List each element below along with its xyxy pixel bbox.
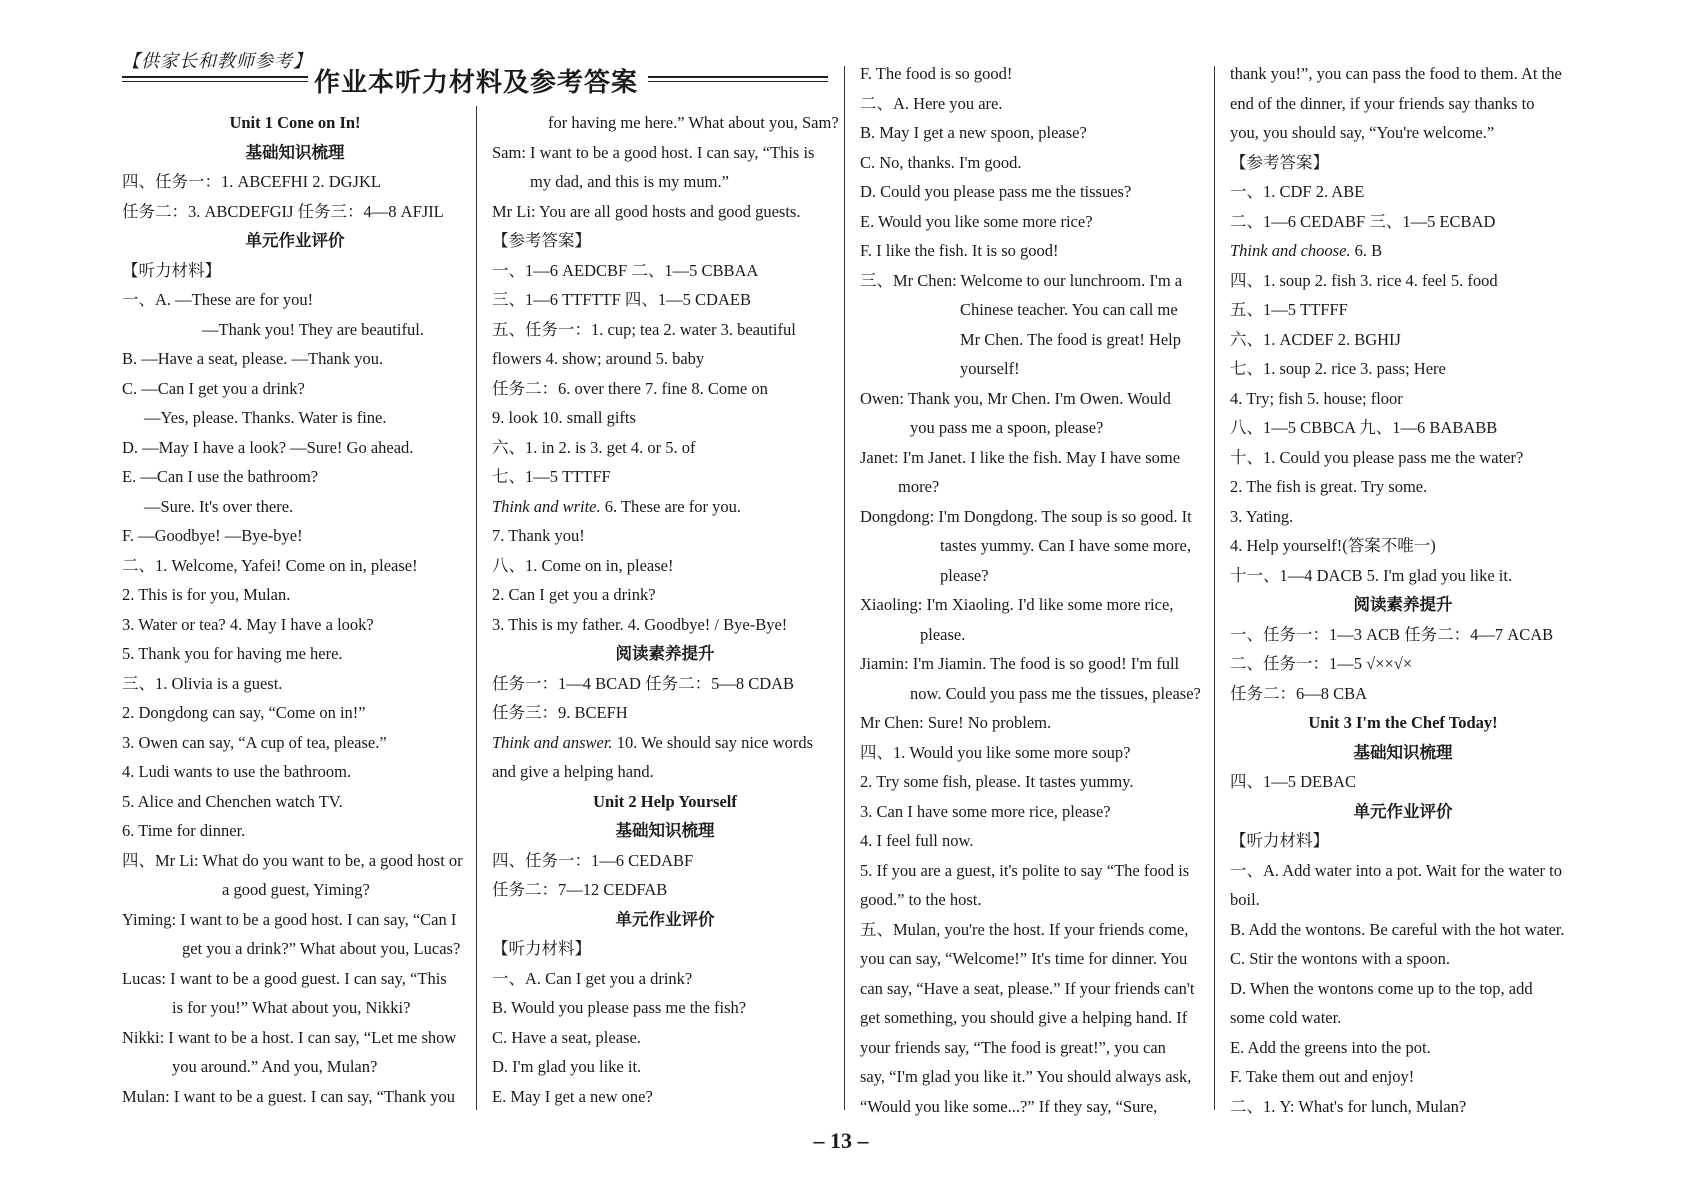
- text-line: some cold water.: [1230, 1008, 1342, 1027]
- answer-line: 3. Yating.: [1230, 506, 1294, 526]
- text-line: 三、1. Olivia is a guest.: [122, 673, 283, 693]
- text-line: 五、Mulan, you're the host. If your friends come,: [860, 919, 1189, 939]
- text-line: get you a drink?” What about you, Lucas?: [182, 939, 461, 958]
- answer-line: 7. Thank you!: [492, 526, 585, 545]
- answer-text: 6. These are for you.: [600, 496, 741, 516]
- answer-line: 2. The fish is great. Try some.: [1230, 477, 1428, 496]
- answer-line: 四、1. soup 2. fish 3. rice 4. feel 5. food: [1230, 270, 1498, 290]
- text-line: boil.: [1230, 890, 1260, 909]
- answer-line: 四、任务一：1. ABCEFHI 2. DGJKL: [122, 172, 381, 191]
- text-line: Janet: I'm Janet. I like the fish. May I have some: [860, 447, 1181, 467]
- text-line: F. I like the fish. It is so good!: [860, 241, 1059, 260]
- answer-line: 任务二：3. ABCDEFGIJ 任务三：4—8 AFJIL: [122, 201, 444, 221]
- text-line: E. —Can I use the bathroom?: [122, 467, 319, 486]
- answer-line: 任务二：6—8 CBA: [1230, 683, 1368, 703]
- page-header: [122, 44, 828, 104]
- column-divider: [1214, 66, 1215, 1110]
- text-line: Xiaoling: I'm Xiaoling. I'd like some more rice,: [860, 595, 1174, 614]
- answer-line: [492, 492, 838, 522]
- text-line: 一、A. Can I get you a drink?: [492, 968, 693, 988]
- answer-line: 一、任务一：1—3 ACB 任务二：4—7 ACAB: [1230, 624, 1554, 644]
- section-heading: 阅读素养提升: [615, 644, 715, 663]
- text-line: your friends say, “The food is great!”, you can: [860, 1037, 1166, 1057]
- answer-line: 八、1—5 CBBCA 九、1—6 BABABB: [1230, 418, 1498, 437]
- text-line: 5. If you are a guest, it's polite to say “The food is: [860, 860, 1190, 880]
- section-heading: 单元作业评价: [1353, 801, 1453, 821]
- page-title: 作业本听力材料及参考答案: [314, 68, 639, 98]
- text-line: 二、A. Here you are.: [860, 93, 1003, 113]
- text-line: Yiming: I want to be a good host. I can say, “Can I: [122, 909, 457, 929]
- text-line: now. Could you pass me the tissues, please?: [910, 683, 1201, 703]
- text-line: Chinese teacher. You can call me: [960, 300, 1178, 319]
- text-line: C. —Can I get you a drink?: [122, 378, 305, 398]
- text-line: D. When the wontons come up to the top, add: [1230, 978, 1533, 998]
- text-line: D. Could you please pass me the tissues?: [860, 182, 1132, 201]
- text-line: Mr Li: You are all good hosts and good guests.: [492, 201, 801, 221]
- column-3: [860, 59, 1206, 1121]
- text-line: 一、A. Add water into a pot. Wait for the water to: [1230, 860, 1562, 880]
- text-line: good.” to the host.: [860, 890, 982, 909]
- column-2: [492, 108, 838, 1111]
- text-line: 4. Ludi wants to use the bathroom.: [122, 762, 352, 781]
- answer-line: 八、1. Come on in, please!: [492, 555, 674, 575]
- text-line: 3. Owen can say, “A cup of tea, please.”: [122, 732, 387, 752]
- answer-line: 任务二：6. over there 7. fine 8. Come on: [492, 378, 768, 398]
- text-line: more?: [898, 477, 940, 496]
- text-line: 三、Mr Chen: Welcome to our lunchroom. I'm a: [860, 270, 1183, 290]
- text-line: my dad, and this is my mum.”: [530, 172, 729, 191]
- answer-line: 十一、1—4 DACB 5. I'm glad you like it.: [1230, 565, 1513, 585]
- unit-heading: Unit 2 Help Yourself: [593, 791, 737, 811]
- text-line: 5. Alice and Chenchen watch TV.: [122, 791, 343, 811]
- column-divider: [844, 66, 845, 1110]
- text-line: B. Would you please pass me the fish?: [492, 998, 747, 1017]
- answer-line: 9. look 10. small gifts: [492, 408, 636, 427]
- answer-line: 2. Can I get you a drink?: [492, 585, 656, 604]
- section-heading: 单元作业评价: [615, 909, 715, 929]
- unit-heading: Unit 3 I'm the Chef Today!: [1308, 713, 1498, 732]
- answer-line: 七、1—5 TTTFF: [492, 467, 611, 486]
- answer-line: 十、1. Could you please pass me the water?: [1230, 447, 1524, 467]
- text-line: yourself!: [960, 359, 1020, 378]
- subsection-label: 【听力材料】: [492, 939, 591, 958]
- text-line: get something, you should give a helping hand. If: [860, 1008, 1188, 1027]
- answer-line: 任务三：9. BCEFH: [492, 703, 628, 722]
- answer-text: 10. We should say nice words: [612, 732, 814, 752]
- column-4: [1230, 59, 1576, 1121]
- text-line: Mr Chen. The food is great! Help: [960, 329, 1182, 349]
- text-line: E. Would you like some more rice?: [860, 211, 1093, 231]
- text-line: Sam: I want to be a good host. I can say, “This is: [492, 142, 815, 162]
- text-line: —Yes, please. Thanks. Water is fine.: [144, 408, 387, 427]
- answer-line: 一、1. CDF 2. ABE: [1230, 182, 1365, 201]
- unit-heading: Unit 1 Cone on In!: [229, 113, 361, 132]
- text-line: Mr Chen: Sure! No problem.: [860, 713, 1052, 732]
- text-line: thank you!”, you can pass the food to them. At the: [1230, 64, 1562, 83]
- text-line: Lucas: I want to be a good guest. I can say, “This: [122, 968, 447, 988]
- text-line: you can say, “Welcome!” It's time for dinner. You: [860, 949, 1188, 968]
- text-line: B. —Have a seat, please. —Thank you.: [122, 349, 384, 368]
- text-line: you pass me a spoon, please?: [910, 418, 1104, 437]
- subsection-label: 【参考答案】: [492, 231, 591, 250]
- subsection-label: 【听力材料】: [1230, 831, 1329, 850]
- text-line: Jiamin: I'm Jiamin. The food is so good! I'm full: [860, 654, 1180, 673]
- text-line: E. Add the greens into the pot.: [1230, 1037, 1431, 1057]
- answer-line: and give a helping hand.: [492, 762, 654, 781]
- text-line: 2. Try some fish, please. It tastes yummy.: [860, 772, 1134, 791]
- italic-prompt: Think and write.: [492, 496, 601, 516]
- text-line: 二、1. Y: What's for lunch, Mulan?: [1230, 1096, 1467, 1116]
- text-line: please.: [920, 624, 966, 644]
- text-line: you, you should say, “You're welcome.”: [1230, 123, 1495, 142]
- answer-line: 二、任务一：1—5 √××√×: [1230, 654, 1413, 673]
- text-line: 四、1. Would you like some more soup?: [860, 742, 1131, 762]
- italic-prompt: Think and answer.: [492, 732, 613, 752]
- answer-line: [1230, 236, 1576, 266]
- text-line: 4. I feel full now.: [860, 831, 974, 850]
- text-line: F. —Goodbye! —Bye-bye!: [122, 526, 303, 545]
- column-divider: [476, 106, 477, 1110]
- text-line: 四、Mr Li: What do you want to be, a good host or: [122, 850, 463, 870]
- text-line: “Would you like some...?” If they say, “Sure,: [860, 1096, 1158, 1116]
- subsection-label: 【听力材料】: [122, 260, 221, 280]
- page-number: – 13 –: [813, 1128, 869, 1153]
- answer-line: 五、任务一：1. cup; tea 2. water 3. beautiful: [492, 319, 796, 339]
- text-line: C. Have a seat, please.: [492, 1027, 641, 1047]
- answer-line: 任务一：1—4 BCAD 任务二：5—8 CDAB: [492, 673, 795, 693]
- answer-line: 三、1—6 TTFTTF 四、1—5 CDAEB: [492, 290, 751, 309]
- text-line: a good guest, Yiming?: [222, 880, 370, 899]
- text-line: 一、A. —These are for you!: [122, 290, 314, 309]
- answer-line: 3. This is my father. 4. Goodbye! / Bye-Bye!: [492, 614, 788, 634]
- answer-line: 五、1—5 TTFFF: [1230, 300, 1348, 319]
- text-line: E. May I get a new one?: [492, 1086, 653, 1106]
- answer-text: 6. B: [1350, 241, 1383, 260]
- text-line: tastes yummy. Can I have some more,: [940, 536, 1191, 555]
- italic-prompt: Think and choose.: [1230, 241, 1351, 260]
- subsection-label: 【参考答案】: [1230, 152, 1329, 172]
- answer-line: 七、1. soup 2. rice 3. pass; Here: [1230, 359, 1446, 378]
- text-line: say, “I'm glad you like it.” You should always ask,: [860, 1067, 1192, 1086]
- text-line: 3. Can I have some more rice, please?: [860, 801, 1111, 821]
- answer-line: 4. Try; fish 5. house; floor: [1230, 388, 1403, 408]
- answer-line: 一、1—6 AEDCBF 二、1—5 CBBAA: [492, 260, 759, 280]
- text-line: B. Add the wontons. Be careful with the hot water.: [1230, 919, 1565, 939]
- header-rule-right-top: [648, 76, 828, 78]
- answer-line: 二、1—6 CEDABF 三、1—5 ECBAD: [1230, 211, 1496, 231]
- text-line: Owen: Thank you, Mr Chen. I'm Owen. Would: [860, 388, 1171, 408]
- answer-line: 任务二：7—12 CEDFAB: [492, 880, 668, 899]
- header-rule-left-top: [122, 76, 308, 78]
- text-line: please?: [940, 565, 989, 585]
- answer-line: flowers 4. show; around 5. baby: [492, 349, 705, 368]
- column-1: [122, 108, 468, 1111]
- text-line: 3. Water or tea? 4. May I have a look?: [122, 614, 374, 634]
- answer-line: 4. Help yourself!(答案不唯一): [1230, 536, 1436, 555]
- text-line: 2. This is for you, Mulan.: [122, 585, 291, 604]
- answer-line: 四、任务一：1—6 CEDABF: [492, 850, 694, 870]
- text-line: for having me here.” What about you, Sam?: [548, 113, 839, 132]
- reference-tag: 【供家长和教师参考】: [122, 51, 312, 71]
- text-line: C. No, thanks. I'm good.: [860, 152, 1022, 172]
- text-line: D. —May I have a look? —Sure! Go ahead.: [122, 437, 414, 457]
- section-heading: 阅读素养提升: [1353, 595, 1453, 614]
- answer-line: [492, 728, 838, 758]
- section-heading: 基础知识梳理: [1353, 742, 1453, 762]
- header-rule-right-bottom: [648, 81, 828, 82]
- section-heading: 基础知识梳理: [245, 142, 345, 162]
- text-line: D. I'm glad you like it.: [492, 1057, 642, 1076]
- text-line: Dongdong: I'm Dongdong. The soup is so good. It: [860, 506, 1192, 526]
- text-line: you around.” And you, Mulan?: [172, 1057, 378, 1076]
- text-line: Mulan: I want to be a guest. I can say, “Thank you: [122, 1086, 455, 1106]
- text-line: C. Stir the wontons with a spoon.: [1230, 949, 1451, 968]
- answer-line: 六、1. ACDEF 2. BGHIJ: [1230, 329, 1401, 349]
- text-line: is for you!” What about you, Nikki?: [172, 998, 411, 1017]
- text-line: B. May I get a new spoon, please?: [860, 123, 1087, 142]
- section-heading: 单元作业评价: [245, 231, 345, 250]
- text-line: 5. Thank you for having me here.: [122, 644, 343, 663]
- header-rule-left-bottom: [122, 81, 308, 82]
- text-line: F. Take them out and enjoy!: [1230, 1067, 1415, 1086]
- text-line: Nikki: I want to be a host. I can say, “Let me show: [122, 1027, 457, 1047]
- answer-line: 四、1—5 DEBAC: [1230, 772, 1357, 791]
- text-line: —Thank you! They are beautiful.: [202, 319, 424, 339]
- section-heading: 基础知识梳理: [615, 821, 715, 840]
- answer-line: 六、1. in 2. is 3. get 4. or 5. of: [492, 437, 696, 457]
- text-line: 二、1. Welcome, Yafei! Come on in, please!: [122, 555, 418, 575]
- text-line: can say, “Have a seat, please.” If your friends can't: [860, 978, 1195, 998]
- text-line: 2. Dongdong can say, “Come on in!”: [122, 703, 366, 722]
- text-line: F. The food is so good!: [860, 64, 1013, 83]
- text-line: 6. Time for dinner.: [122, 821, 246, 840]
- text-line: end of the dinner, if your friends say thanks to: [1230, 93, 1535, 113]
- text-line: —Sure. It's over there.: [144, 496, 294, 516]
